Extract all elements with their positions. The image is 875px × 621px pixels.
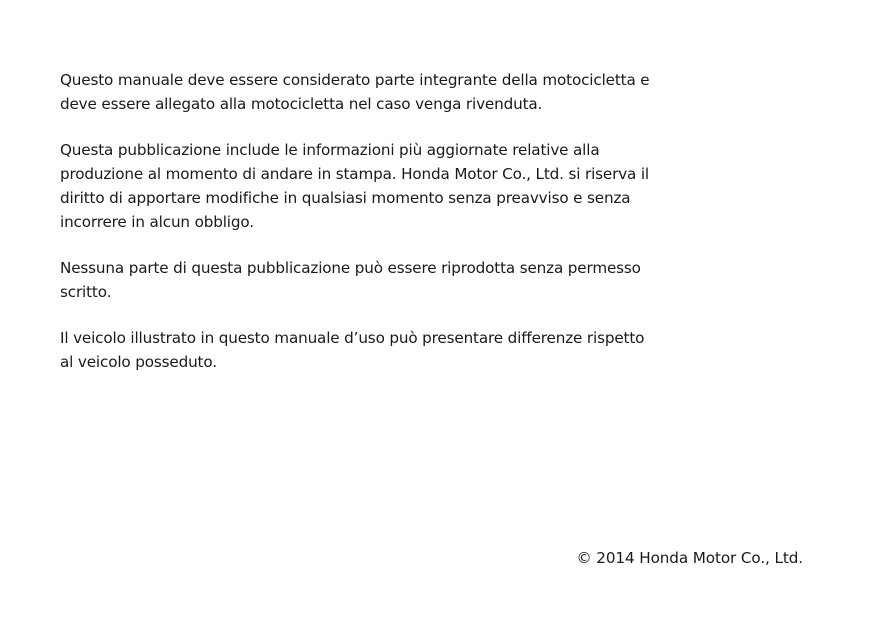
copyright-notice: © 2014 Honda Motor Co., Ltd.: [576, 549, 803, 567]
paragraph-reproduction-notice: Nessuna parte di questa pubblicazione può essere riprodotta senza permesso scritto.: [60, 259, 641, 301]
paragraph-vehicle-differences: Il veicolo illustrato in questo manuale d’uso può presentare differenze rispetto al veicolo posseduto.: [60, 329, 645, 371]
paragraph-updated-information: Questa pubblicazione include le informazioni più aggiornate relative alla produzione al momento di andare in stampa. Honda Motor Co., Ltd. si riserva il diritto di apportare modifiche in qualsiasi momento senza preavviso e senza incorrere in alcun obbligo.: [60, 141, 649, 231]
body-text: [60, 68, 650, 374]
paragraph-integral-part: Questo manuale deve essere considerato parte integrante della motocicletta e deve essere allegato alla motocicletta nel caso venga rivenduta.: [60, 71, 650, 113]
